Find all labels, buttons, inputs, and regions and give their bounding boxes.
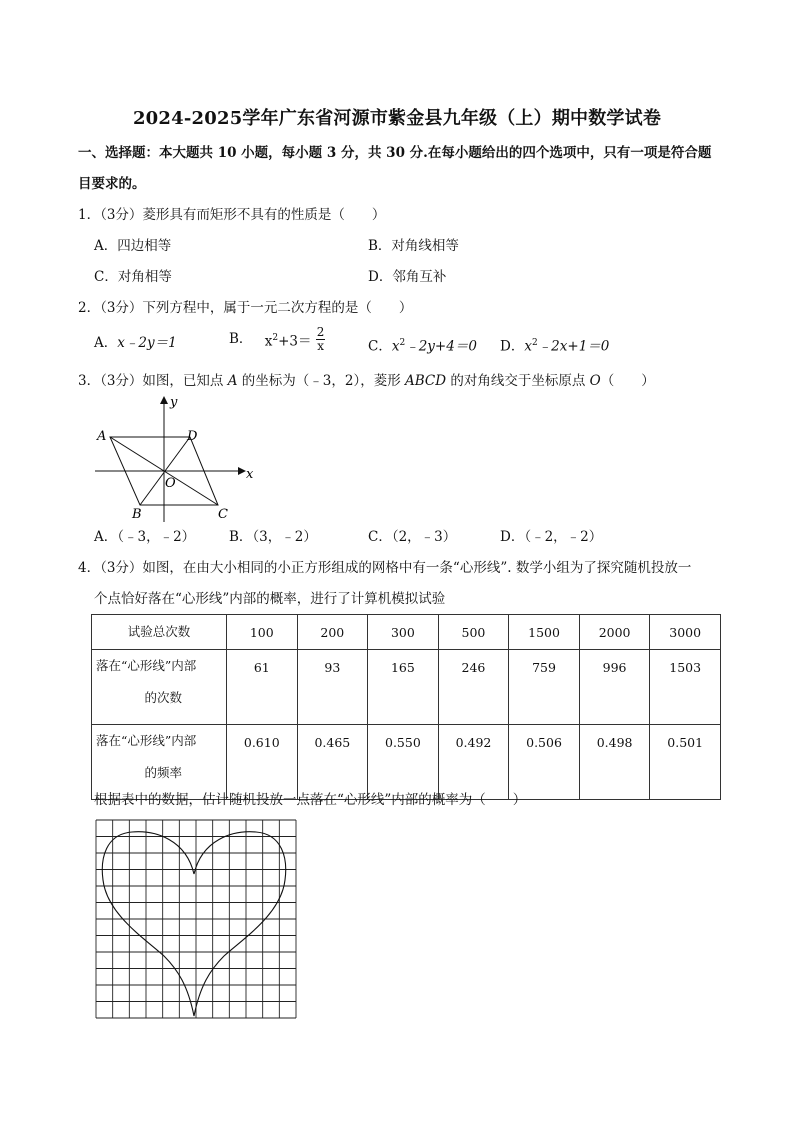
q2-option-a-expr: x﹣2y＝1	[117, 335, 177, 351]
heart-curve	[102, 832, 285, 1016]
q2-option-c	[368, 334, 477, 356]
q2-option-c-label: C．	[368, 338, 392, 355]
q4-stem-line1: 4．（3分）如图，在由大小相同的小正方形组成的网格中有一条“心形线”. 数学小组为了探究随机投放一	[78, 560, 692, 576]
q4-question: 根据表中的数据，估计随机投放一点落在“心形线”内部的概率为（ ）	[94, 792, 527, 808]
q3-label-a: A	[97, 429, 107, 444]
q3-rhombus-figure	[90, 392, 265, 527]
q2-option-d-label: D．	[500, 338, 525, 355]
q2-option-c-x: x	[391, 338, 400, 355]
q3-stem-part3: 的对角线交于坐标原点	[446, 373, 590, 389]
q3-stem-part1: 3．（3分）如图，已知点	[78, 373, 228, 389]
total-cell: 500	[438, 615, 509, 650]
q3-option-a: A．（﹣3，﹣2）	[94, 529, 196, 545]
frequency-cell: 0.501	[650, 725, 721, 800]
table-row-frequencies	[92, 725, 721, 800]
q1-option-a: A．四边相等	[94, 238, 172, 254]
total-cell: 200	[297, 615, 368, 650]
count-cell: 759	[509, 650, 580, 725]
row-head-counts	[92, 650, 227, 725]
q2-option-b-exp: 2	[272, 332, 279, 343]
q2-option-b-fraction	[316, 326, 326, 353]
q2-stem: 2．（3分）下列方程中，属于一元二次方程的是（ ）	[78, 300, 413, 316]
total-cell: 3000	[650, 615, 721, 650]
section-heading-line1: 一、选择题：本大题共 10 小题，每小题 3 分，共 30 分.在每小题给出的四个选项中，只有一项是符合题	[78, 145, 712, 161]
count-cell: 165	[368, 650, 439, 725]
total-cell: 100	[227, 615, 298, 650]
table-row-totals	[92, 615, 721, 650]
row-head-frequencies-b: 的频率	[144, 765, 182, 780]
q2-option-b-label: B．	[229, 331, 253, 347]
q2-option-b-x: x	[264, 333, 273, 350]
q3-stem-point-a: A	[227, 373, 238, 389]
q2-option-b-numerator: 2	[316, 325, 325, 339]
frequency-cell: 0.492	[438, 725, 509, 800]
q3-label-x: x	[246, 467, 254, 482]
total-cell: 1500	[509, 615, 580, 650]
total-cell: 2000	[579, 615, 650, 650]
q1-stem: 1．（3分）菱形具有而矩形不具有的性质是（ ）	[78, 207, 386, 223]
q3-label-o: O	[165, 476, 176, 491]
total-cell: 300	[368, 615, 439, 650]
row-head-counts-a: 落在“心形线”内部	[96, 658, 197, 673]
count-cell: 61	[227, 650, 298, 725]
count-cell: 996	[579, 650, 650, 725]
row-head-counts-b: 的次数	[144, 690, 182, 705]
section-heading-line2: 目要求的。	[78, 176, 146, 192]
row-head-totals: 试验总次数	[92, 615, 227, 650]
q1-option-b: B．对角线相等	[368, 238, 459, 254]
q3-label-d: D	[187, 429, 198, 444]
q2-option-b-denominator: x	[317, 339, 324, 353]
frequency-cell: 0.506	[509, 725, 580, 800]
q3-option-d: D．（﹣2，﹣2）	[500, 529, 603, 545]
q1-option-d: D．邻角互补	[368, 269, 447, 285]
q3-stem-origin: O	[589, 373, 601, 389]
q2-option-d-exp: 2	[531, 338, 538, 348]
q3-stem-part2: 的坐标为（﹣3，2），菱形	[237, 373, 405, 389]
q2-option-d-rest: ﹣2x+1＝0	[537, 338, 610, 355]
q4-stem-line2: 个点恰好落在“心形线”内部的概率，进行了计算机模拟试验	[94, 591, 446, 607]
q4-frequency-table	[91, 614, 721, 800]
q3-option-c: C．（2，﹣3）	[368, 529, 457, 545]
q3-label-y: y	[170, 395, 178, 410]
grid-lines	[96, 820, 296, 1018]
table-row-counts	[92, 650, 721, 725]
q3-label-c: C	[218, 507, 228, 522]
q2-option-d-x: x	[524, 338, 532, 355]
count-cell: 246	[438, 650, 509, 725]
count-cell: 93	[297, 650, 368, 725]
q1-option-c: C．对角相等	[94, 269, 172, 285]
row-head-frequencies	[92, 725, 227, 800]
frequency-cell: 0.465	[297, 725, 368, 800]
frequency-cell: 0.498	[579, 725, 650, 800]
q2-option-b-mid: +3＝	[278, 333, 312, 350]
count-cell: 1503	[650, 650, 721, 725]
row-head-frequencies-a: 落在“心形线”内部	[96, 733, 197, 748]
q2-option-a-label: A．	[94, 335, 118, 351]
q3-option-b: B．（3，﹣2）	[229, 529, 317, 545]
q2-option-d	[500, 334, 609, 356]
q2-option-c-exp: 2	[399, 338, 406, 348]
q2-option-b	[229, 326, 325, 353]
q3-stem-part4: （ ）	[600, 373, 655, 389]
frequency-cell: 0.610	[227, 725, 298, 800]
page-title: 2024-2025学年广东省河源市紫金县九年级（上）期中数学试卷	[132, 108, 662, 129]
q3-label-b: B	[132, 507, 142, 522]
q2-option-a	[94, 334, 177, 352]
q3-stem	[78, 372, 655, 390]
q2-option-c-rest: ﹣2y+4＝0	[405, 338, 477, 355]
q4-heart-grid-figure	[94, 818, 298, 1020]
q3-stem-rhombus: ABCD	[405, 373, 447, 389]
frequency-cell: 0.550	[368, 725, 439, 800]
